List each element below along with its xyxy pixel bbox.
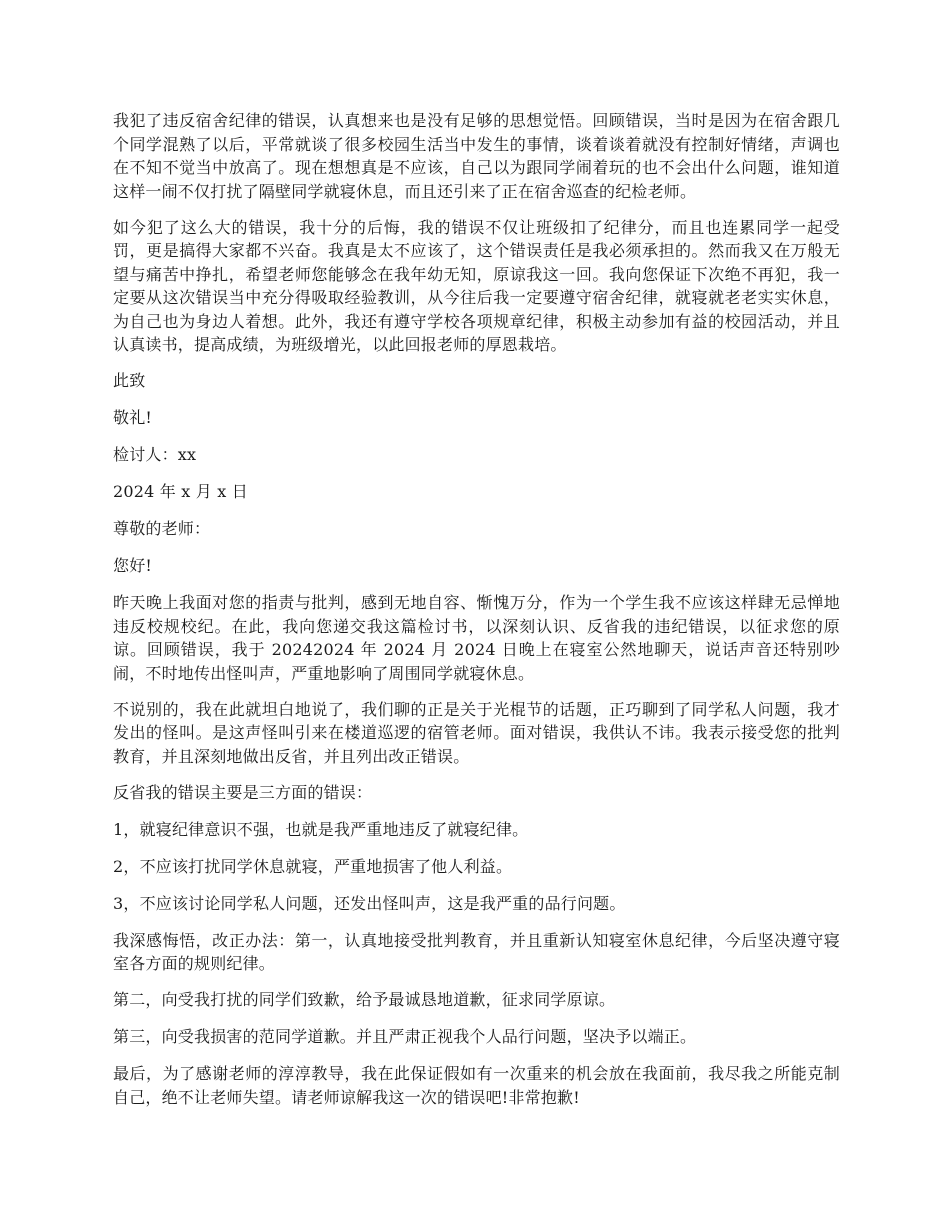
paragraph-reflection-intro: 反省我的错误主要是三方面的错误： [113,782,373,802]
list-item-3: 3，不应该讨论同学私人问题，还发出怪叫声，这是我严重的品行问题。 [113,893,626,913]
list-item-1: 1，就寝纪律意识不强，也就是我严重地违反了就寝纪律。 [113,819,529,839]
paragraph-correction-second: 第二，向受我打扰的同学们致歉，给予最诚恳地道歉，征求同学原谅。 [113,990,616,1009]
document-body [113,109,840,1109]
paragraph-correction-first: 我深感悔悟，改正办法：第一，认真地接受批判教育，并且重新认知寝室休息纪律，今后坚决遵守寝室各方面的规则纪律。 [113,930,840,973]
date-line: 2024 年 x 月 x 日 [113,482,248,501]
signature-line: 检讨人：xx [113,445,197,464]
paragraph-last-night: 昨天晚上我面对您的指责与批判，感到无地自容、惭愧万分，作为一个学生我不应该这样肆无忌惮地违反校规校纪。在此，我向您递交我这篇检讨书，以深刻认识、反省我的违纪错误，以征求您的原谅。回顾错误，我于 20242024 年 2024 月 2024 日晚上在寝室公然地聊天，说话声音还特别吵闹，不时地传出怪叫声，严重地影响了周围同学就寝休息。 [113,593,840,683]
greeting-hello: 您好! [113,556,153,575]
paragraph-dorm-violation: 我犯了违反宿舍纪律的错误，认真想来也是没有足够的思想觉悟。回顾错误，当时是因为在宿舍跟几个同学混熟了以后，平常就谈了很多校园生活当中发生的事情，谈着谈着就没有控制好情绪，声调也在不知不觉当中放高了。现在想想真是不应该，自己以为跟同学闹着玩的也不会出什么问题，谁知道这样一闹不仅打扰了隔壁同学就寝休息，而且还引来了正在宿舍巡查的纪检老师。 [113,111,840,201]
list-item-2: 2，不应该打扰同学休息就寝，严重地损害了他人利益。 [113,856,513,876]
closing-regards: 敬礼! [113,408,153,427]
paragraph-correction-third: 第三，向受我损害的范同学道歉。并且严肃正视我个人品行问题，坚决予以端正。 [113,1027,697,1046]
paragraph-final: 最后，为了感谢老师的淳淳教导，我在此保证假如有一次重来的机会放在我面前，我尽我之所能克制自己，绝不让老师失望。请老师谅解我这一次的错误吧!非常抱歉! [113,1064,840,1107]
greeting-teacher: 尊敬的老师： [113,519,211,538]
paragraph-confession: 不说别的，我在此就坦白地说了，我们聊的正是关于光棍节的话题，正巧聊到了同学私人问题，我才发出的怪叫。是这声怪叫引来在楼道巡逻的宿管老师。面对错误，我供认不讳。我表示接受您的批判教育，并且深刻地做出反省，并且列出改正错误。 [113,699,840,766]
paragraph-regret: 如今犯了这么大的错误，我十分的后悔，我的错误不仅让班级扣了纪律分，而且也连累同学一起受罚，更是搞得大家都不兴奋。我真是太不应该了，这个错误责任是我必须承担的。然而我又在万般无望与痛苦中挣扎，希望老师您能够念在我年幼无知，原谅我这一回。我向您保证下次绝不再犯，我一定要从这次错误当中充分得吸取经验教训，从今往后我一定要遵守宿舍纪律，就寝就老老实实休息，为自己也为身边人着想。此外，我还有遵守学校各项规章纪律，积极主动参加有益的校园活动，并且认真读书，提高成绩，为班级增光，以此回报老师的厚恩栽培。 [113,217,840,354]
closing-salutation: 此致 [113,371,146,390]
